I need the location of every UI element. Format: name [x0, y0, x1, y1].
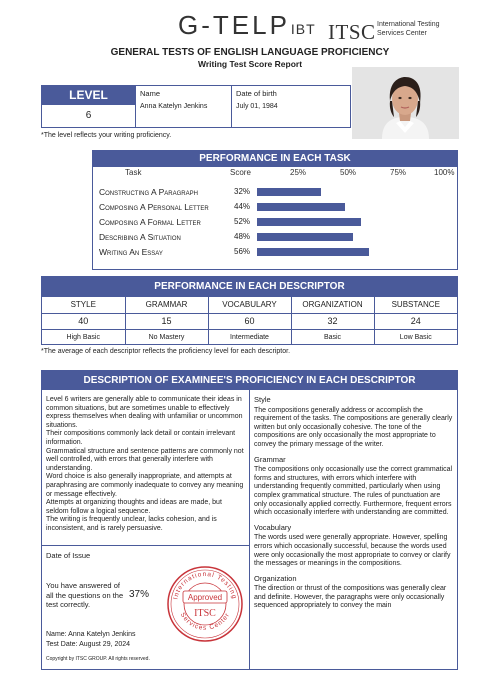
candidate-photo — [352, 67, 459, 139]
detail-text: The direction or thrust of the compositions was generally clear and definite. However, the paragraphs were only occasionally sequenced appropriately to convey the main — [254, 585, 447, 610]
task-row — [93, 217, 459, 229]
col-task: Task — [125, 168, 142, 177]
itsc-logo-subtitle — [377, 21, 440, 38]
task-row — [93, 232, 459, 244]
task-score-bar — [257, 233, 353, 241]
descriptor-performance-heading: PERFORMANCE IN EACH DESCRIPTOR — [42, 277, 457, 297]
col-100: 100% — [434, 168, 455, 177]
task-score-bar — [257, 218, 361, 226]
descriptor-score: 60 — [208, 313, 291, 329]
task-row — [93, 187, 459, 199]
summary-paragraph: Level 6 writers are generally able to communicate their ideas in common situations, but are sometimes unable to effectively express themselves when dealing with unfamiliar or uncommon situations. — [46, 396, 243, 429]
proficiency-details — [250, 390, 458, 611]
approved-stamp-icon — [165, 564, 245, 644]
descriptor-performance-panel — [41, 276, 458, 345]
proficiency-summary — [46, 396, 246, 534]
task-score-bar — [257, 248, 369, 256]
level-label: LEVEL — [42, 86, 135, 105]
dob-label: Date of birth — [236, 89, 277, 98]
task-name: Composing A Personal Letter — [99, 202, 209, 212]
summary-paragraph: Grammatical structure and sentence patterns are commonly not well controlled, with errors that generally interfere with understanding. — [46, 447, 244, 472]
copyright: Copyright by ITSC GROUP. All rights reserved. — [46, 656, 150, 662]
proficiency-details-column — [250, 390, 458, 670]
task-name: Describing A Situation — [99, 232, 181, 242]
level-note: *The level reflects your writing proficiency. — [41, 132, 172, 139]
answered-percent: 37% — [129, 589, 150, 600]
name-value: Anna Katelyn Jenkins — [140, 103, 208, 110]
detail-title: Style — [254, 395, 271, 404]
descriptor-level: Basic — [291, 329, 374, 345]
descriptor-name-row — [42, 297, 457, 313]
task-performance-heading: PERFORMANCE IN EACH TASK — [93, 151, 457, 167]
descriptor-level: High Basic — [42, 329, 125, 345]
candidate-info-box — [41, 85, 351, 128]
gtelp-logo-main: G-TELP — [178, 10, 290, 40]
summary-paragraph: Attempts at organizing thoughts and ideas are made, but seldom follow a logical sequence. — [46, 499, 222, 515]
descriptor-name: ORGANIZATION — [291, 297, 374, 313]
proficiency-heading: DESCRIPTION OF EXAMINEE'S PROFICIENCY IN EACH DESCRIPTOR — [42, 371, 457, 390]
task-score: 56% — [234, 247, 251, 256]
detail-text: The compositions only occasionally use the correct grammatical forms and structures, with errors which interfere with understanding frequently committed, particularly when using complex grammatical structure. The rules of punctuation are only occasionally applied correctly. Furthermore, frequent errors which occasionally interfere with understanding are committed. — [254, 466, 453, 517]
proficiency-summary-column — [42, 390, 250, 670]
descriptor-name: SUBSTANCE — [374, 297, 457, 313]
detail-title: Grammar — [254, 454, 286, 464]
detail-text: The compositions generally address or accomplish the requirement of the tasks. The compositions are generally clearly written but only occasionally cohesive. The tone of the compositions are only occasionally the most appropriate to convey the primary message of the writer. — [254, 406, 453, 448]
col-50: 50% — [340, 168, 357, 177]
stamp-arc-top: International Testing — [172, 570, 238, 601]
gtelp-logo-suffix: IBT — [290, 21, 316, 37]
descriptor-level: Intermediate — [208, 329, 291, 345]
task-row — [93, 202, 459, 214]
report-subtitle: Writing Test Score Report — [197, 59, 303, 69]
detail-title: Vocabulary — [254, 522, 292, 532]
dob-value: July 01, 1984 — [236, 103, 278, 110]
descriptor-score: 40 — [42, 313, 125, 329]
issue-test-date: Test Date: August 29, 2024 — [46, 641, 131, 648]
task-score: 48% — [234, 232, 251, 241]
detail-text: The words used were generally appropriate. However, spelling errors which occasionally successful, because the words used were only occasionally the most appropriate to convey or clarify the messages or meanings in the compositions. — [254, 534, 451, 568]
candidate-portrait-icon — [352, 67, 459, 139]
issue-box — [42, 545, 250, 670]
descriptor-level: Low Basic — [374, 329, 457, 345]
descriptor-score-row — [42, 313, 457, 329]
descriptor-name: STYLE — [42, 297, 125, 313]
descriptor-table — [42, 297, 457, 345]
summary-paragraph: The writing is frequently unclear, lacks cohesion, and is inconsistent, and is rarely persuasive. — [46, 516, 217, 532]
col-75: 75% — [390, 168, 407, 177]
level-value: 6 — [85, 110, 92, 121]
descriptor-score: 15 — [125, 313, 208, 329]
descriptor-name: GRAMMAR — [125, 297, 208, 313]
level-column — [42, 86, 136, 127]
report-title: GENERAL TESTS OF ENGLISH LANGUAGE PROFICIENCY — [110, 47, 390, 58]
stamp-arc-bottom: Services Center — [178, 611, 232, 632]
dob-column — [232, 86, 350, 127]
task-score: 52% — [234, 217, 251, 226]
descriptor-level: No Mastery — [125, 329, 208, 345]
detail-title: Organization — [254, 573, 297, 583]
task-name: Composing A Formal Letter — [99, 217, 201, 227]
itsc-line1: International Testing — [377, 21, 440, 28]
descriptor-name: VOCABULARY — [208, 297, 291, 313]
summary-paragraph: Word choice is also generally inappropriate, and attempts at paraphrasing are commonly inadequate to convey any meaning or message effectively. — [46, 473, 244, 498]
task-score-bar — [257, 203, 345, 211]
proficiency-panel — [41, 370, 458, 670]
descriptor-score: 32 — [291, 313, 374, 329]
task-score: 44% — [234, 202, 251, 211]
descriptor-score: 24 — [374, 313, 457, 329]
summary-paragraph: Their compositions commonly lack detail or contain irrelevant information. — [46, 430, 236, 446]
issue-candidate-name: Name: Anna Katelyn Jenkins — [46, 631, 136, 638]
task-score-bar — [257, 188, 321, 196]
stamp-approved: Approved — [187, 593, 223, 602]
itsc-logo: ITSC — [328, 20, 376, 44]
task-performance-panel — [92, 150, 458, 270]
task-row — [93, 247, 459, 259]
task-column-headers — [93, 167, 457, 179]
task-score: 32% — [234, 187, 251, 196]
gtelp-logo — [178, 10, 316, 41]
descriptor-note: *The average of each descriptor reflects the proficiency level for each descriptor. — [41, 348, 291, 355]
task-name: Writing An Essay — [99, 247, 163, 257]
name-column — [136, 86, 232, 127]
col-25: 25% — [290, 168, 307, 177]
name-label: Name — [140, 89, 161, 98]
itsc-line2: Services Center — [377, 29, 427, 37]
col-score: Score — [230, 168, 251, 177]
issue-label: Date of Issue — [46, 551, 91, 560]
descriptor-level-row — [42, 329, 457, 345]
answered-text: You have answered of all the questions on the test correctly. — [46, 581, 124, 609]
stamp-org: ITSC — [194, 608, 216, 619]
task-name: Constructing A Paragraph — [99, 187, 198, 197]
